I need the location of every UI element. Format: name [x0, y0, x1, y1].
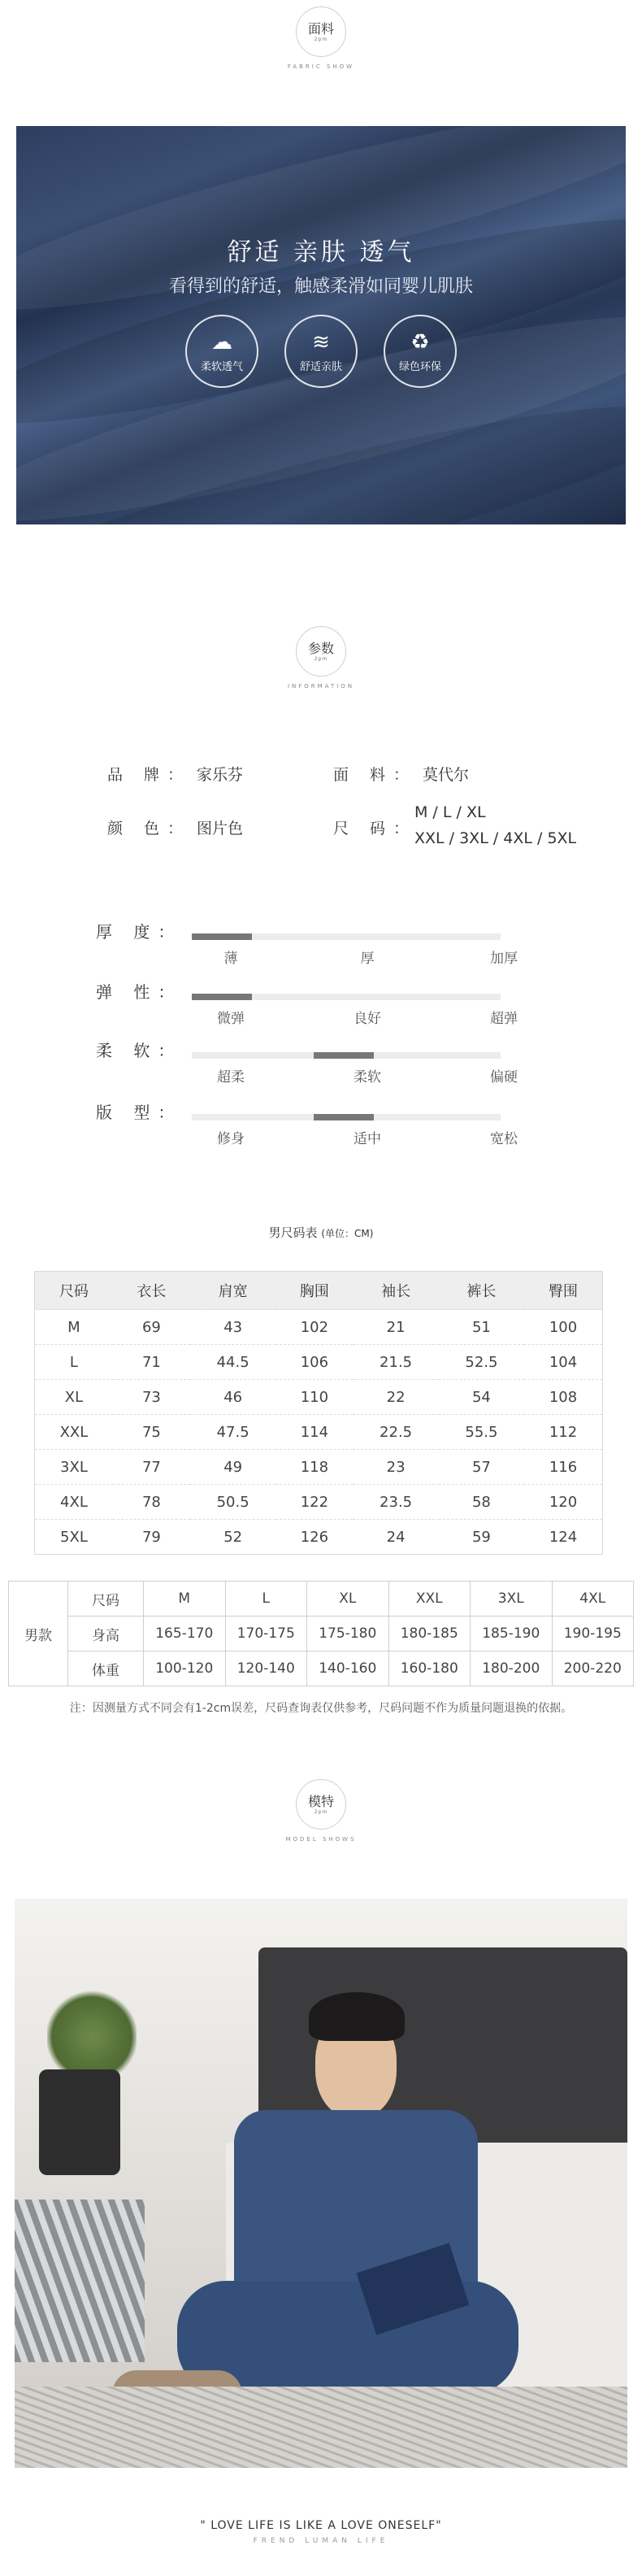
size-table-row [35, 1415, 603, 1450]
size-table-header-row [35, 1272, 603, 1310]
header-cell: 臀围 [524, 1272, 602, 1310]
fit-cell: 100-120 [144, 1651, 226, 1686]
size-table-cell: 116 [549, 1458, 578, 1476]
slider-label: 版 型： [96, 1103, 183, 1122]
slider-tick-label: 微弹 [217, 1011, 245, 1027]
size-table-cell: 22 [386, 1388, 406, 1406]
params-heading: 参数 [307, 640, 334, 656]
quote-subtitle: FREND LUMAN LIFE [253, 2537, 389, 2545]
fit-table [8, 1581, 634, 1686]
fit-cell: 180-185 [388, 1617, 471, 1651]
fit-cell: 200-220 [552, 1651, 634, 1686]
cloud-icon: ☁ [211, 329, 232, 355]
header-cell: 衣长 [113, 1272, 190, 1310]
size-table-cell: 21 [386, 1318, 406, 1336]
model-subtitle: MODEL SHOWS [285, 1836, 357, 1843]
fit-cell: 160-180 [388, 1651, 471, 1686]
size-table-cell: 112 [549, 1423, 578, 1441]
badge-label: 绿色环保 [398, 360, 441, 373]
size-value-line-1: M / L / XL [414, 803, 486, 821]
size-table-cell: 102 [300, 1318, 329, 1336]
slider-tick-label: 修身 [217, 1131, 245, 1147]
model-section-header [0, 1779, 642, 1843]
size-table-cell: 79 [141, 1528, 161, 1546]
badge-label: 柔软透气 [200, 360, 243, 373]
size-table-cell: 5XL [60, 1528, 88, 1546]
size-table-cell: 23 [386, 1458, 406, 1476]
size-table-cell: 23.5 [380, 1493, 413, 1511]
size-table-title [0, 1224, 642, 1241]
model-heading-mini: 2pm [314, 1808, 328, 1815]
size-table-cell: 44.5 [216, 1353, 249, 1371]
slider-knob [192, 994, 252, 1000]
fit-cell: 170-175 [225, 1617, 307, 1651]
fabric-hero-image [16, 126, 626, 524]
size-table-cell: 22.5 [380, 1423, 413, 1441]
size-table-cell: XL [64, 1388, 84, 1406]
fit-cell: 185-190 [471, 1617, 553, 1651]
fit-label: 体重 [68, 1651, 144, 1686]
fabric-value: 莫代尔 [423, 766, 470, 784]
fit-row-weight [9, 1651, 634, 1686]
size-table-cell: 118 [300, 1458, 329, 1476]
size-table-cell: 21.5 [380, 1353, 413, 1371]
header-cell: 肩宽 [190, 1272, 275, 1310]
size-table-cell: 46 [223, 1388, 243, 1406]
size-table-cell: L [69, 1353, 78, 1371]
params-heading-circle [296, 626, 346, 677]
size-note: 注：因测量方式不同会有1-2cm误差，尺码查询表仅供参考，尺码问题不作为质量问题退换的依据。 [69, 1702, 573, 1715]
model-photo [15, 1899, 627, 2468]
size-table-cell: 55.5 [465, 1423, 498, 1441]
size-table-cell: 49 [223, 1458, 243, 1476]
slider-tick-label: 超柔 [217, 1069, 245, 1086]
fit-cell: L [225, 1582, 307, 1617]
slider-knob [192, 933, 252, 940]
badge-eco [384, 315, 457, 388]
fabric-heading-mini: 2pm [314, 36, 328, 42]
fit-label: 身高 [68, 1617, 144, 1651]
slider-tick-label: 适中 [354, 1131, 381, 1147]
fit-cell: 190-195 [552, 1617, 634, 1651]
size-table-cell: 58 [471, 1493, 491, 1511]
fit-row-size [9, 1582, 634, 1617]
size-table-cell: 122 [300, 1493, 329, 1511]
slider-label: 柔 软： [96, 1041, 183, 1060]
fit-cell: M [144, 1582, 226, 1617]
fit-label: 尺码 [68, 1582, 144, 1617]
size-row [333, 816, 423, 838]
fabric-subtitle: FABRIC SHOW [287, 63, 355, 70]
size-table-cell: 126 [300, 1528, 329, 1546]
size-table-cell: M [67, 1318, 80, 1336]
slider-tick-label: 宽松 [490, 1131, 518, 1147]
fit-cell: 165-170 [144, 1617, 226, 1651]
fit-cell: 180-200 [471, 1651, 553, 1686]
fabric-heading: 面料 [307, 20, 334, 37]
size-table-row [35, 1520, 603, 1555]
size-table [34, 1271, 603, 1555]
slider-track [192, 1052, 501, 1059]
size-table-cell: 77 [141, 1458, 161, 1476]
color-row [107, 816, 243, 838]
fabric-hero-subtitle: 看得到的舒适，触感柔滑如同婴儿肌肤 [168, 276, 473, 297]
size-table-row [35, 1380, 603, 1415]
fabric-key: 面 料： [333, 766, 418, 784]
size-table-cell: 52 [223, 1528, 243, 1546]
size-key: 尺 码： [333, 820, 418, 838]
slider-knob [314, 1052, 374, 1059]
fit-cell: 3XL [471, 1582, 553, 1617]
size-table-cell: 43 [223, 1318, 243, 1336]
size-table-cell: 24 [386, 1528, 406, 1546]
fit-cell: 140-160 [307, 1651, 389, 1686]
brand-key: 品 牌： [107, 766, 192, 784]
fabric-heading-circle [296, 7, 346, 57]
size-table-row [35, 1345, 603, 1380]
size-table-cell: 100 [549, 1318, 578, 1336]
wave-icon: ≋ [312, 329, 330, 355]
size-table-cell: 106 [300, 1353, 329, 1371]
size-table-cell: 108 [549, 1388, 578, 1406]
size-table-cell: 110 [300, 1388, 329, 1406]
size-table-cell: 104 [549, 1353, 578, 1371]
size-table-cell: XXL [59, 1423, 89, 1441]
slider-track [192, 933, 501, 940]
slider-tick-label: 薄 [223, 951, 238, 967]
size-table-cell: 75 [141, 1423, 161, 1441]
fabric-badges [16, 315, 626, 388]
size-table-row [35, 1310, 603, 1345]
size-table-cell: 59 [471, 1528, 491, 1546]
size-table-cell: 120 [549, 1493, 578, 1511]
slider-tick-label: 加厚 [490, 951, 518, 967]
size-table-cell: 124 [549, 1528, 578, 1546]
size-table-title-text: 男尺码表 [268, 1225, 318, 1240]
fabric-section-header [0, 7, 642, 70]
model-heading-circle [296, 1779, 346, 1830]
size-table-cell: 71 [141, 1353, 161, 1371]
size-table-cell: 57 [471, 1458, 491, 1476]
brand-row [107, 763, 243, 785]
params-section-header [0, 626, 642, 690]
badge-skin-friendly [284, 315, 358, 388]
color-key: 颜 色： [107, 820, 192, 838]
color-value: 图片色 [197, 820, 244, 838]
slider-tick-label: 良好 [354, 1011, 381, 1027]
header-cell: 裤长 [439, 1272, 524, 1310]
fit-cell: 175-180 [307, 1617, 389, 1651]
fit-cell: XXL [388, 1582, 471, 1617]
size-table-cell: 78 [141, 1493, 161, 1511]
fit-cell: XL [307, 1582, 389, 1617]
fit-cell: 120-140 [225, 1651, 307, 1686]
badge-label: 舒适亲肤 [299, 360, 342, 373]
size-value-line-2: XXL / 3XL / 4XL / 5XL [414, 829, 577, 847]
size-table-cell: 52.5 [465, 1353, 498, 1371]
size-table-cell: 51 [471, 1318, 491, 1336]
header-cell: 尺码 [35, 1272, 113, 1310]
header-cell: 袖长 [353, 1272, 438, 1310]
params-subtitle: INFORMATION [287, 683, 355, 690]
slider-label: 厚 度： [96, 922, 183, 942]
size-table-cell: 114 [300, 1423, 329, 1441]
slider-tick-label: 超弹 [490, 1011, 518, 1027]
slider-tick-label: 厚 [360, 951, 375, 967]
header-cell: 胸围 [275, 1272, 353, 1310]
slider-tick-label: 柔软 [354, 1069, 381, 1086]
slider-track [192, 994, 501, 1000]
slider-track [192, 1114, 501, 1120]
size-table-cell: 50.5 [216, 1493, 249, 1511]
size-table-row [35, 1450, 603, 1485]
size-table-cell: 3XL [60, 1458, 88, 1476]
slider-label: 弹 性： [96, 982, 183, 1002]
recycle-icon: ♻ [410, 329, 430, 355]
fit-row-height [9, 1617, 634, 1651]
fabric-hero-title: 舒适 亲肤 透气 [227, 238, 415, 267]
size-table-cell: 54 [471, 1388, 491, 1406]
size-table-cell: 69 [141, 1318, 161, 1336]
model-heading: 模特 [307, 1793, 334, 1809]
size-table-unit: (单位：CM) [321, 1228, 374, 1239]
fabric-row [333, 763, 469, 785]
fit-cell: 4XL [552, 1582, 634, 1617]
fit-group: 男款 [9, 1582, 68, 1686]
slider-tick-label: 偏硬 [490, 1069, 518, 1086]
size-table-cell: 4XL [60, 1493, 88, 1511]
size-table-cell: 73 [141, 1388, 161, 1406]
size-table-cell: 47.5 [216, 1423, 249, 1441]
slider-knob [314, 1114, 374, 1120]
quote: " LOVE LIFE IS LIKE A LOVE ONESELF" [200, 2519, 442, 2532]
brand-value: 家乐芬 [197, 766, 244, 784]
size-table-row [35, 1485, 603, 1520]
params-heading-mini: 2pm [314, 655, 328, 662]
badge-soft-breathable [185, 315, 258, 388]
